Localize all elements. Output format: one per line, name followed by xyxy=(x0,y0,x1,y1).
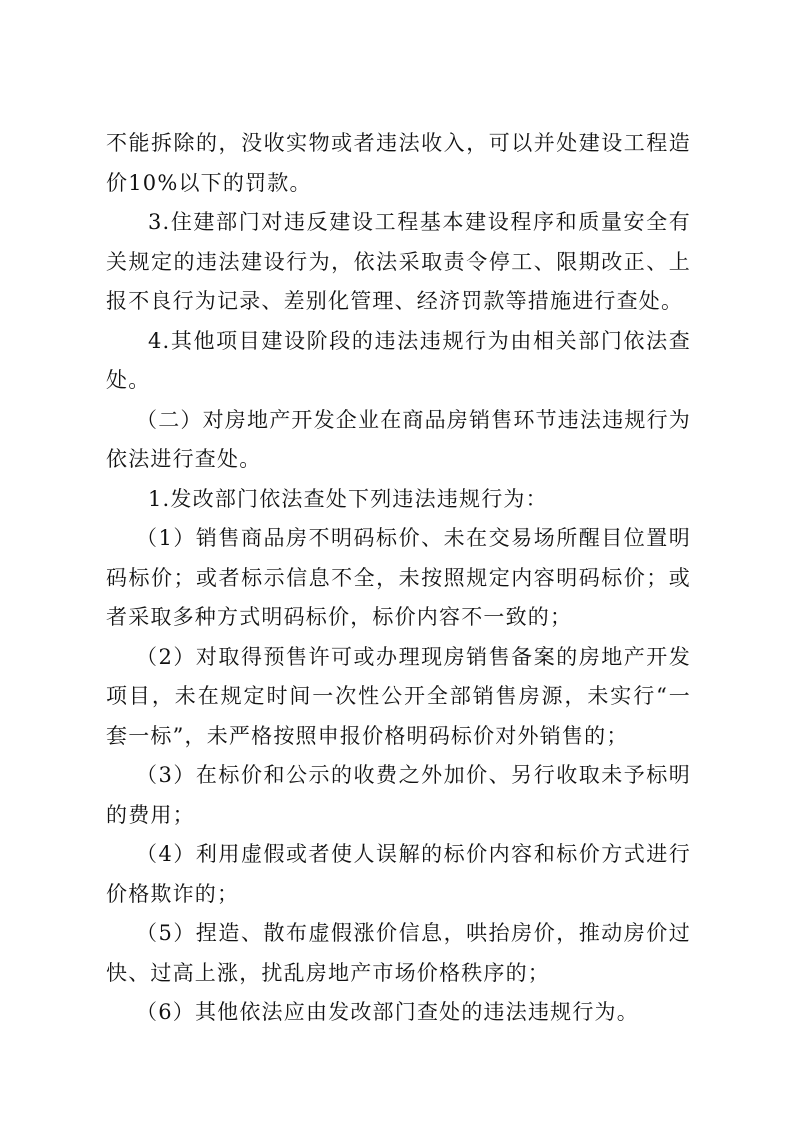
paragraph-item-4: 4.其他项目建设阶段的违法违规行为由相关部门依法查处。 xyxy=(106,328,691,392)
paragraph-clause-5: （5）捏造、散布虚假涨价信息，哄抬房价，推动房价过快、过高上涨，扰乱房地产市场价格秩序的； xyxy=(106,921,691,985)
paragraph-continuation: 不能拆除的，没收实物或者违法收入，可以并处建设工程造价10%以下的罚款。 xyxy=(106,131,691,195)
paragraph-clause-2: （2）对取得预售许可或办理现房销售备案的房地产开发项目，未在规定时间一次性公开全部销售房源，未实行“一套一标”，未严格按照申报价格明码标价对外销售的； xyxy=(106,644,691,748)
document-body xyxy=(106,124,691,1033)
paragraph-clause-3: （3）在标价和公示的收费之外加价、另行收取未予标明的费用； xyxy=(106,763,691,827)
paragraph-subitem-1: 1.发改部门依法查处下列违法违规行为： xyxy=(148,486,548,511)
paragraph-item-3: 3.住建部门对违反建设工程基本建设程序和质量安全有关规定的违法建设行为，依法采取责令停工、限期改正、上报不良行为记录、差别化管理、经济罚款等措施进行查处。 xyxy=(106,210,691,313)
paragraph-clause-4: （4）利用虚假或者使人误解的标价内容和标价方式进行价格欺诈的； xyxy=(106,842,691,906)
paragraph-clause-6: （6）其他依法应由发改部门查处的违法违规行为。 xyxy=(136,1000,639,1024)
paragraph-clause-1: （1）销售商品房不明码标价、未在交易场所醒目位置明码标价；或者标示信息不全，未按照规定内容明码标价；或者采取多种方式明码标价，标价内容不一致的； xyxy=(106,526,691,629)
paragraph-section-2: （二）对房地产开发企业在商品房销售环节违法违规行为依法进行查处。 xyxy=(106,407,691,471)
